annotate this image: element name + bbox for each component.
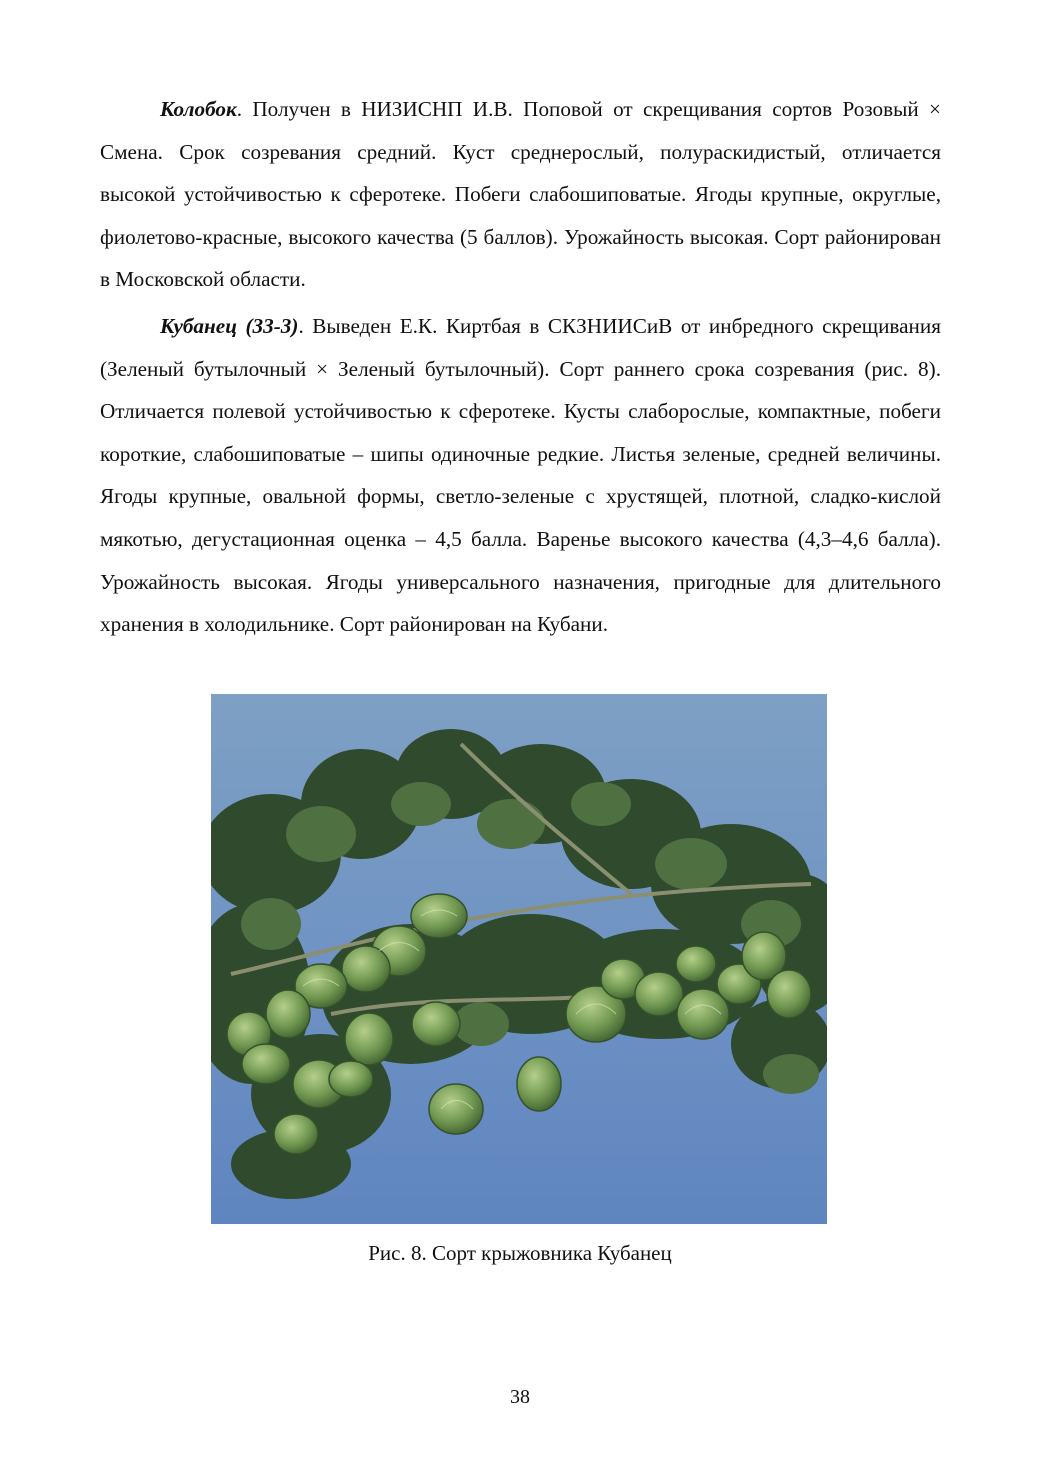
variety-name-kolobok: Колобок <box>160 97 237 121</box>
paragraph-kubanets <box>100 305 941 646</box>
figure-caption: Рис. 8. Сорт крыжовника Кубанец <box>368 1241 672 1265</box>
figure-gooseberry-photo <box>211 694 827 1224</box>
paragraph-kolobok <box>100 88 941 301</box>
variety-name-kubanets: Кубанец (33-3) <box>160 314 299 338</box>
gooseberry-branch-illustration <box>211 694 827 1224</box>
paragraph-kolobok-text: . Получен в НИЗИСНП И.В. Поповой от скрещивания сортов Розовый × Смена. Срок созревания средний. Куст среднерослый, полураскидистый, отличается высокой устойчивостью к сферотеке. Побеги слабошиповатые. Ягоды крупные, округлые, фиолетово-красные, высокого качества (5 баллов). Урожайность высокая. Сорт районирован в Московской области. <box>100 97 941 292</box>
paragraph-kubanets-text: . Выведен Е.К. Киртбая в СКЗНИИСиВ от инбредного скрещивания (Зеленый бутылочный × Зеленый бутылочный). Сорт раннего срока созревания (рис. 8). Отличается полевой устойчивостью к сферотеке. Кусты слаборослые, компактные, побеги короткие, слабошиповатые – шипы одиночные редкие. Листья зеленые, средней величины. Ягоды крупные, овальной формы, светло-зеленые с хрустящей, плотной, сладко-кислой мякотью, дегустационная оценка – 4,5 балла. Варенье высокого качества (4,3–4,6 балла). Урожайность высокая. Ягоды универсального назначения, пригодные для длительного хранения в холодильнике. Сорт районирован на Кубани. <box>100 314 941 637</box>
page-number: 38 <box>510 1386 530 1408</box>
